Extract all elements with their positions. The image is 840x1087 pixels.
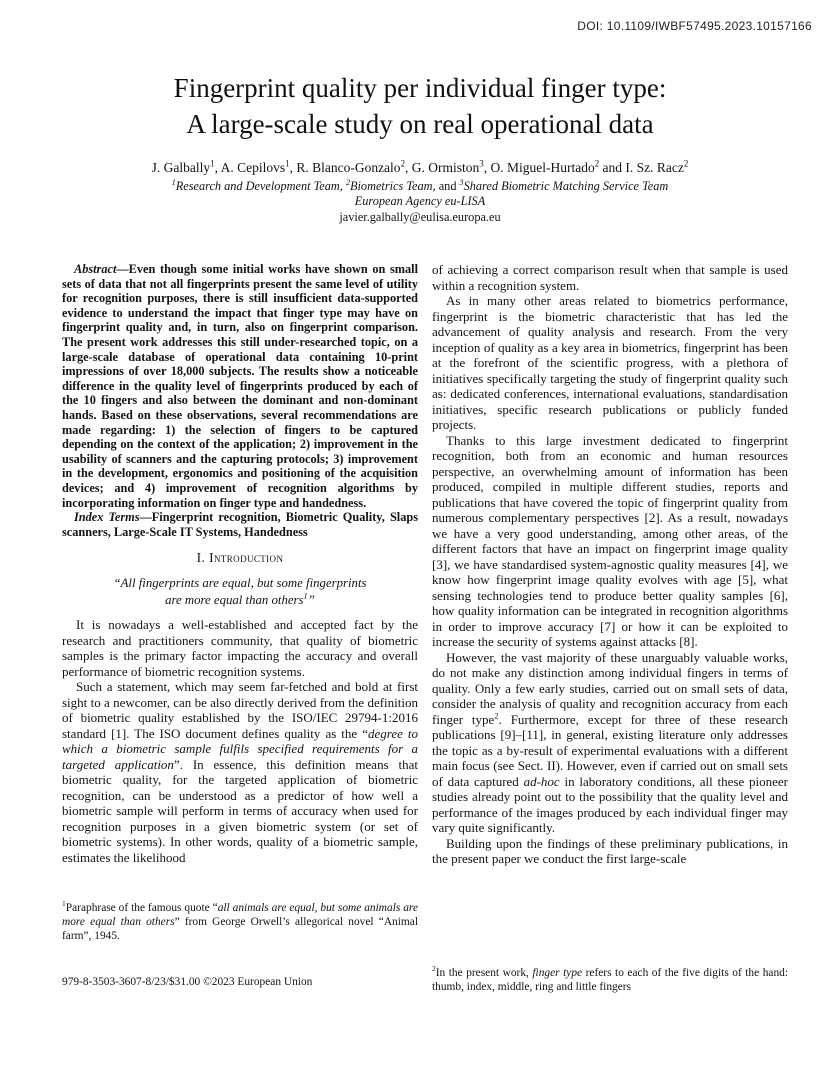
paper-title-line1: Fingerprint quality per individual finger type:	[173, 73, 667, 103]
agency-line: European Agency eu-LISA	[354, 194, 486, 208]
section-heading-introduction: I. Introduction	[196, 550, 284, 566]
footnote-1: $^1$Paraphrase of the famous quote “all animals are equal, but some animals are more equal than others” from George Orwell’s allegorical novel “Animal farm”, 1945.	[62, 899, 418, 942]
intro-paragraph-2: Such a statement, which may seem far-fetched and bold at first sight to a newcomer, can be also directly derived from the definition of biometric quality established by the ISO/IEC 29794-1:2016 standard [1]. The ISO document defines quality as the “degree to which a biometric sample fulfils specified requirements for a targeted application”. In essence, this definition means that biometric quality, for the targeted application of biometric recognition, can be understood as a predictor of how well a biometric sample will perform in terms of accuracy when used for recognition purposes in a given biometric system (or set of biometric systems). In other words, quality of a biometric sample, estimates the likelihood	[62, 679, 419, 865]
epigraph-quote-line2: are more equal than others$^1$”	[165, 590, 315, 607]
continuation-paragraph: of achieving a correct comparison result when that sample is used within a recognition system.	[432, 262, 788, 293]
index-terms-paragraph: Index Terms—Fingerprint recognition, Biometric Quality, Slaps scanners, Large-Scale IT Systems, Handedness	[62, 510, 418, 539]
two-column-body	[62, 262, 788, 1052]
email-line: javier.galbally@eulisa.europa.eu	[339, 210, 501, 224]
copyright-notice: 979-8-3503-3607-8/23/$31.00 ©2023 European Union	[62, 976, 313, 988]
right-column	[432, 262, 788, 1052]
paragraph-however: However, the vast majority of these unarguably valuable works, do not make any distinction among individual fingers in terms of quality. Only a few early studies, carried out on small sets of data, consider the analysis of quality and recognition accuracy from each finger type$^2$. Furthermore, except for three of these research publications [9]–[11], in general, existing literature only addresses the topic as a by-result of experimental evaluations with a different main focus (see Sect. II). However, even if carried out on small sets of data captured ad-hoc in laboratory conditions, all these pioneer studies already point out to the possibility that the quality level and performance of the images produced by each individual finger may vary quite significantly.	[432, 649, 789, 835]
epigraph-quote	[72, 575, 408, 608]
authors-line: J. Galbally$^1$, A. Cepilovs$^1$, R. Blanco-Gonzalo$^2$, G. Ormiston$^3$, O. Miguel-Hurtado$^2$ and I. Sz. Racz$^2$	[151, 158, 689, 175]
paper-title-line2: A large-scale study on real operational data	[186, 109, 654, 139]
paper-title	[40, 70, 800, 142]
footnote-2: $^2$In the present work, finger type refers to each of the five digits of the hand: thumb, index, middle, ring and little fingers	[432, 964, 788, 993]
paragraph-building-upon: Building upon the findings of these preliminary publications, in the present paper we conduct the first large-scale	[432, 835, 788, 866]
doi-text: DOI: 10.1109/IWBF57495.2023.10157166	[577, 19, 812, 33]
paragraph-large-investment: Thanks to this large investment dedicated to fingerprint recognition, both from an economic and human resources perspective, an overwhelming amount of information has been produced, compiled in multiple different studies, reports and publications that have covered the topic of fingerprint quality from numerous complementary perspectives [2]. As a result, nowadays we have a very good understanding, among other areas, of the different factors that have an impact on fingerprint image quality [3], we have standardised system-agnostic quality measures [4], we know how fingerprint image quality evolves with age [5], what sensing technologies tend to produce better quality samples [6], how quality information can be integrated in recognition algorithms in order to improve accuracy [7] or how it can be exploited to increase the security of systems against attacks [8].	[432, 432, 788, 649]
epigraph-quote-line1: “All fingerprints are equal, but some fingerprints	[113, 576, 367, 591]
intro-paragraph-1: It is nowadays a well-established and accepted fact by the research and practitioners community, that quality of biometric samples is the primary factor impacting the accuracy and overall performance of biometric recognition systems.	[62, 617, 418, 679]
abstract-paragraph: Abstract—Even though some initial works have shown on small sets of data that not all fingerprints present the same level of utility for recognition purposes, there is still insufficient data-supported evidence to understand the impact that finger type may have on fingerprint quality and, in turn, also on fingerprint comparison. The present work addresses this still under-researched topic, on a large-scale database of operational data containing 10-print impressions of over 18,000 subjects. The results show a noticeable difference in the quality level of fingerprints produced by each of the 10 fingers and also between the dominant and non-dominant hands. Based on these observations, several recommendations are made regarding: 1) the selection of fingers to be captured depending on the context of the application; 2) improvement in the usability of scanners and the capturing protocols; 3) improvement in the development, ergonomics and positioning of the acquisition devices; and 4) improvement of recognition algorithms by incorporating information on finger type and handedness.	[62, 262, 418, 510]
left-column	[62, 262, 418, 1052]
affiliations-line: $^1$Research and Development Team, $^2$Biometrics Team, and $^3$Shared Biometric Matching Service Team	[171, 177, 669, 193]
paragraph-biometrics-performance: As in many other areas related to biometrics performance, fingerprint is the biometric characteristic that has led the advancement of quality analysis and research. From the very inception of quality as a key area in biometrics, fingerprint has been at the forefront of the scientific progress, with a plethora of initiatives specifically targeting the study of fingerprint quality such as: dedicated conferences, international evaluations, standardisation initiatives, specific research publications or publicly funded projects.	[432, 293, 788, 432]
